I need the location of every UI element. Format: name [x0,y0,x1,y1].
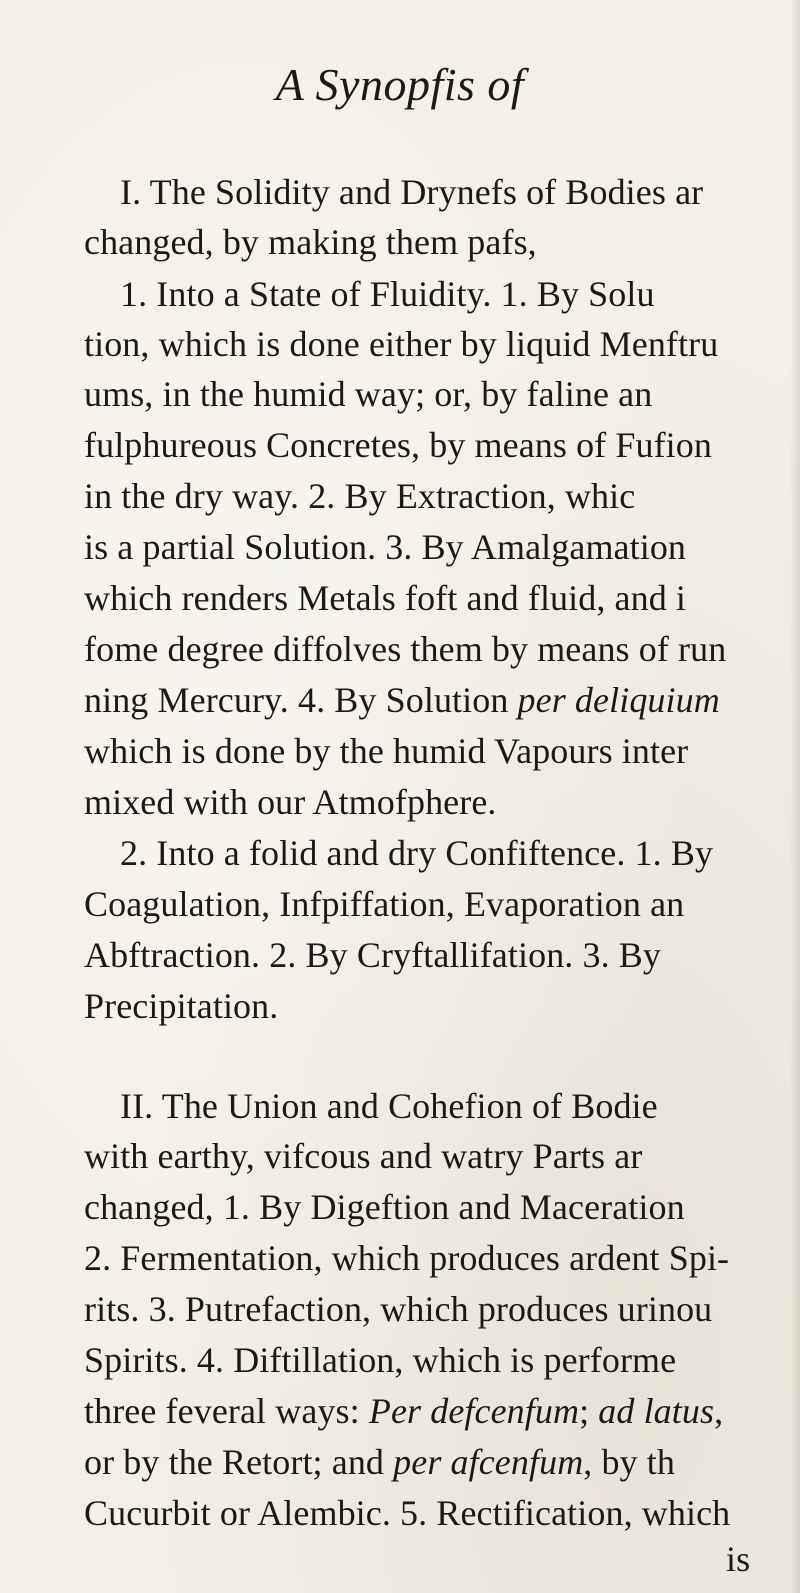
latin-phrase: per deliquium [517,680,720,720]
text-line: changed, 1. By Digeftion and Maceration [84,1187,685,1227]
text-line: Cucurbit or Alembic. 5. Rectification, which [84,1493,731,1533]
text-line: with earthy, vifcous and watry Parts ar [84,1136,643,1176]
text-line: changed, by making them pafs, [84,222,537,262]
text-line: 2. Fermentation, which produces ardent Spi- [84,1238,730,1278]
text-segment: , [714,1391,724,1431]
text-segment: or by the Retort; and [84,1442,394,1482]
text-line: Abftraction. 2. By Cryftallifation. 3. By [84,935,662,975]
text-line: which renders Metals foft and fluid, and i [84,578,687,618]
catchword: is [726,1539,751,1579]
text-line: in the dry way. 2. By Extraction, whic [84,476,636,516]
latin-phrase: ad latus [598,1391,715,1431]
text-line [84,678,720,722]
latin-phrase: per afcenfum [393,1442,584,1482]
text-line [84,1440,675,1484]
latin-phrase: Per defcenfum [368,1391,580,1431]
text-line: Spirits. 4. Diftillation, which is performe [84,1340,677,1380]
text-line: Coagulation, Infpiffation, Evaporation an [84,884,685,924]
text-line: 1. Into a State of Fluidity. 1. By Solu [120,274,655,314]
text-line: which is done by the humid Vapours inter [84,731,689,771]
text-line [84,1389,723,1433]
text-line: fome degree diffolves them by means of run [84,629,727,669]
text-segment: ning Mercury. 4. By Solution [84,680,518,720]
text-line: Precipitation. [84,986,279,1026]
text-line: mixed with our Atmofphere. [84,782,497,822]
text-line: I. The Solidity and Drynefs of Bodies ar [120,172,704,212]
text-segment: three feveral ways: [84,1391,369,1431]
running-head: A Synopfis of [275,59,525,110]
text-line: ums, in the humid way; or, by faline an [84,374,653,414]
text-line: is a partial Solution. 3. By Amalgamation [84,527,687,567]
page-edge-shadow [790,0,800,1593]
text-line: 2. Into a folid and dry Confiftence. 1. By [120,833,714,873]
text-line: tion, which is done either by liquid Menftru [84,324,719,364]
text-line: II. The Union and Cohefion of Bodie [120,1086,658,1126]
text-line: fulphureous Concretes, by means of Fufion [84,425,712,465]
text-line: rits. 3. Putrefaction, which produces urinou [84,1289,713,1329]
text-segment: , by th [583,1442,675,1482]
text-segment: ; [579,1391,599,1431]
